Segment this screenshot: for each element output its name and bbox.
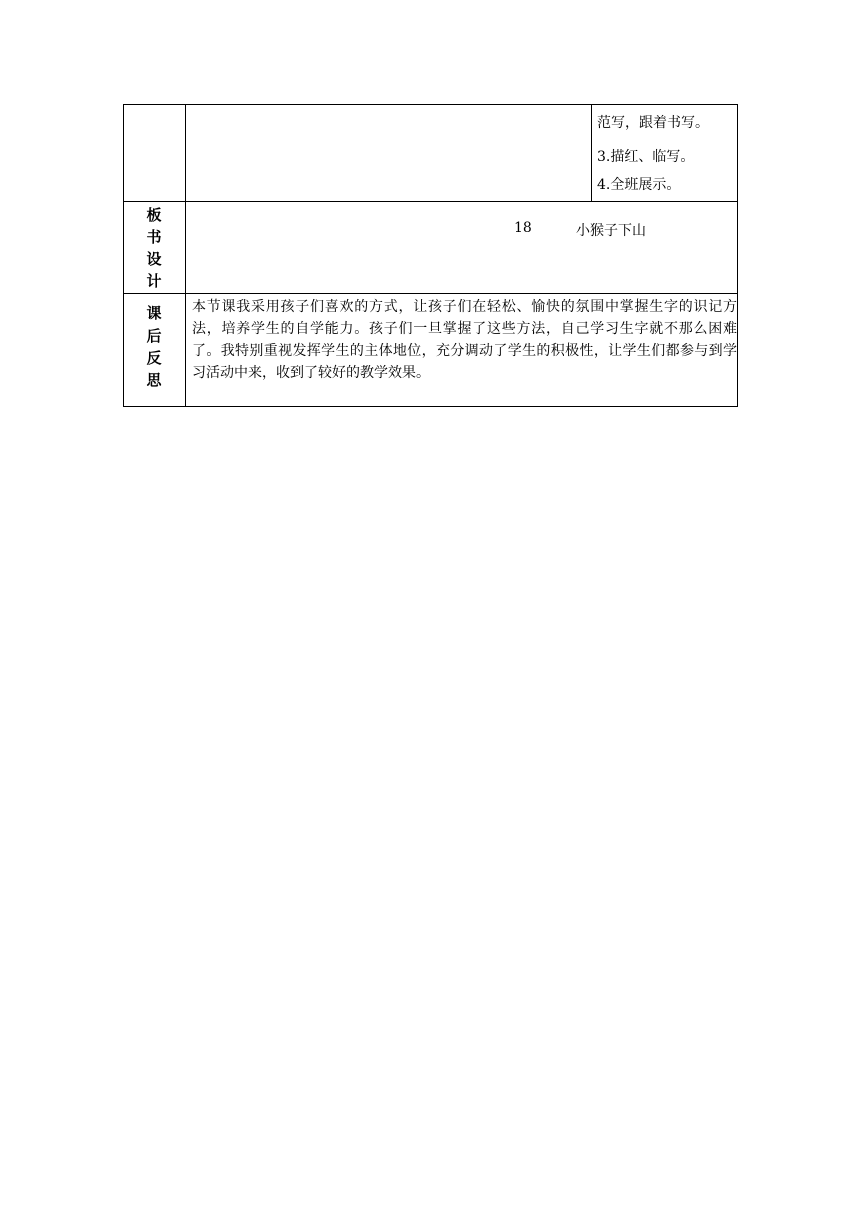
table-column-divider xyxy=(591,104,592,202)
table-row-divider xyxy=(123,293,738,294)
lesson-title: 小猴子下山 xyxy=(576,223,646,239)
label-char: 计 xyxy=(146,272,162,290)
label-char: 设 xyxy=(146,250,162,268)
label-char: 板 xyxy=(146,206,162,224)
reflection-text: 本节课我采用孩子们喜欢的方式，让孩子们在轻松、愉快的氛围中掌握生字的识记方法，培养学生的自学能力。孩子们一旦掌握了这些方法，自己学习生字就不那么困难了。我特别重视发挥学生的主体地位，充分调动了学生的积极性，让学生们都参与到学习活动中来，收到了较好的教学效果。 xyxy=(192,299,737,381)
label-char: 思 xyxy=(146,371,162,389)
lesson-number: 18 xyxy=(514,220,532,236)
label-char: 后 xyxy=(146,327,162,345)
board-design-label xyxy=(123,203,185,292)
process-step-line: 范写，跟着书写。 xyxy=(597,115,709,131)
reflection-label xyxy=(123,301,185,391)
label-char: 书 xyxy=(146,228,162,246)
label-char: 反 xyxy=(146,349,162,367)
process-step-line: 3.描红、临写。 xyxy=(597,149,695,165)
table-border-top xyxy=(123,104,738,105)
process-step-line: 4.全班展示。 xyxy=(597,177,681,193)
table-column-divider xyxy=(185,104,186,407)
table-border-right xyxy=(737,104,738,407)
table-row-divider xyxy=(123,201,738,202)
table-border-bottom xyxy=(123,406,738,407)
label-char: 课 xyxy=(146,304,162,322)
